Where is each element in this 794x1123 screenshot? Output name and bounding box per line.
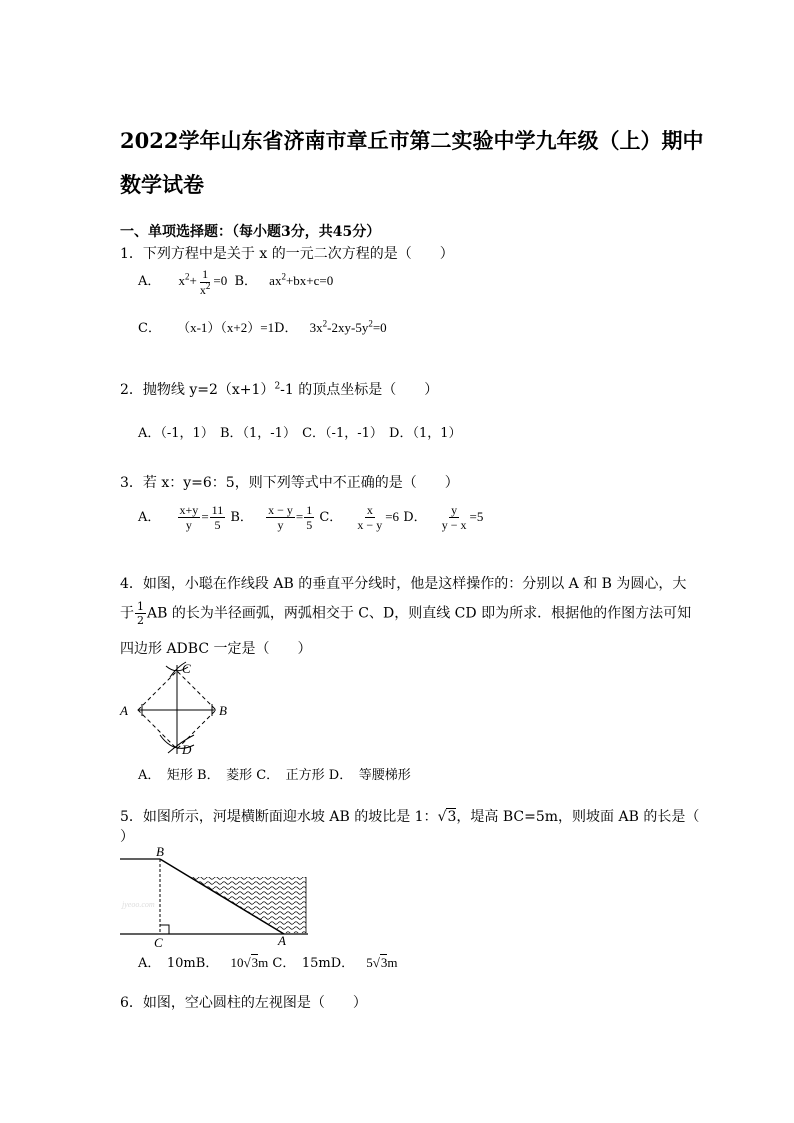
q1-option-a-expr: $x^2+$ $\frac{1}{x^2}$ =0 — [178, 267, 228, 297]
q1-option-c-expr: （x-1）（x+2）=1 — [177, 320, 275, 335]
q4-line3: 四边形 ADBC 一定是（ ） — [120, 641, 312, 657]
q1-option-b-expr: $ax^2+bx+c=0$ — [269, 271, 334, 288]
q3-option-a-expr: $\frac{x+y}{y}$ = $\frac{11}{5}$ — [179, 503, 224, 533]
q5-option-a: A． 10m — [138, 956, 196, 971]
q3-stem: 3．若 x：y=6：5，则下列等式中不正确的是（ ） — [120, 475, 459, 491]
q1-option-a-label: A． — [138, 274, 161, 289]
q1-row-ab — [138, 266, 333, 297]
q5-figure — [118, 845, 310, 951]
q5-line1: 5．如图所示，河堤横断面迎水坡 AB 的坡比是 1：√3，堤高 BC=5m，则坡面 AB 的长是（ — [120, 809, 700, 825]
q4-options: A． 矩形 B． 菱形 C． 正方形 D． 等腰梯形 — [138, 768, 411, 783]
q2-stem: 2．抛物线 $y=2(x+1)^2-1$ 的顶点坐标是（ ） — [120, 381, 439, 398]
q4-label-b: B — [219, 703, 227, 718]
q4-line1: 4．如图，小聪在作线段 AB 的垂直平分线时，他是这样操作的：分别以 A 和 B 为圆心，大 — [120, 576, 687, 592]
q3-option-c-expr: $\frac{x}{x - y}$ =6 — [357, 503, 400, 533]
q1-option-d-expr: $3x^2-2xy-5y^2=0$ — [309, 318, 387, 335]
q1-option-c-label: C． — [138, 321, 161, 336]
q3-options: A． $\frac{x+y}{y}$ = $\frac{11}{5}$ B． $\frac{x - y}{y}$ = $\frac{1}{5}$ C． $\frac{x}{x - y}$ =6 D． $\frac{y}{y - x}$ =5 — [138, 503, 484, 533]
q2-option-b: B．（1，-1） — [219, 426, 296, 441]
q3-option-d-expr: $\frac{y}{y - x}$ =5 — [441, 503, 484, 533]
q5-line2: ） — [120, 829, 134, 845]
q4-figure — [116, 657, 238, 761]
page-title-line1: 2022学年山东省济南市章丘市第二实验中学九年级（上）期中 — [120, 128, 704, 153]
q5-option-d-expr: 5√3m — [366, 955, 398, 970]
q4-label-c: C — [182, 661, 191, 676]
sqrt-icon: √ — [437, 809, 447, 825]
page-title-line2: 数学试卷 — [120, 172, 204, 197]
q5-option-c: C． 15m — [272, 956, 331, 971]
q1-row-cd — [138, 317, 387, 336]
q5-options: A． 10mB． 10√3m C． 15mD． 5√3m — [138, 955, 398, 971]
q5-right-angle — [160, 925, 169, 934]
q2-options — [138, 422, 462, 441]
q5-label-a: A — [278, 933, 286, 948]
q2-option-a: A．（-1，1） — [138, 426, 214, 441]
q2-option-d: D．（1，1） — [389, 426, 462, 441]
q5-label-b: B — [156, 845, 164, 859]
section-heading: 一、单项选择题：（每小题3分，共45分） — [120, 224, 381, 240]
q5-option-b-expr: 10√3m — [230, 955, 269, 970]
q5-watermark: jyeoo.com — [122, 900, 155, 909]
q1-stem: 1．下列方程中是关于 x 的一元二次方程的是（ ） — [120, 246, 454, 262]
q4-label-a: A — [120, 703, 128, 718]
q5-water — [190, 877, 306, 933]
q3-option-b-expr: $\frac{x - y}{y}$ = $\frac{1}{5}$ — [268, 503, 313, 533]
q2-option-c: C．（-1，-1） — [302, 426, 383, 441]
q4-label-d: D — [182, 742, 192, 757]
q6-stem: 6．如图，空心圆柱的左视图是（ ） — [120, 995, 367, 1011]
q4-line2: 于 $\frac{1}{2}$ AB 的长为半径画弧，两弧相交于 C、D，则直线 CD 即为所求．根据他的作图方法可知 — [120, 600, 692, 628]
q1-option-b-label: B． — [234, 274, 258, 289]
q5-label-c: C — [154, 935, 163, 950]
q1-option-d-label: D． — [274, 321, 298, 336]
